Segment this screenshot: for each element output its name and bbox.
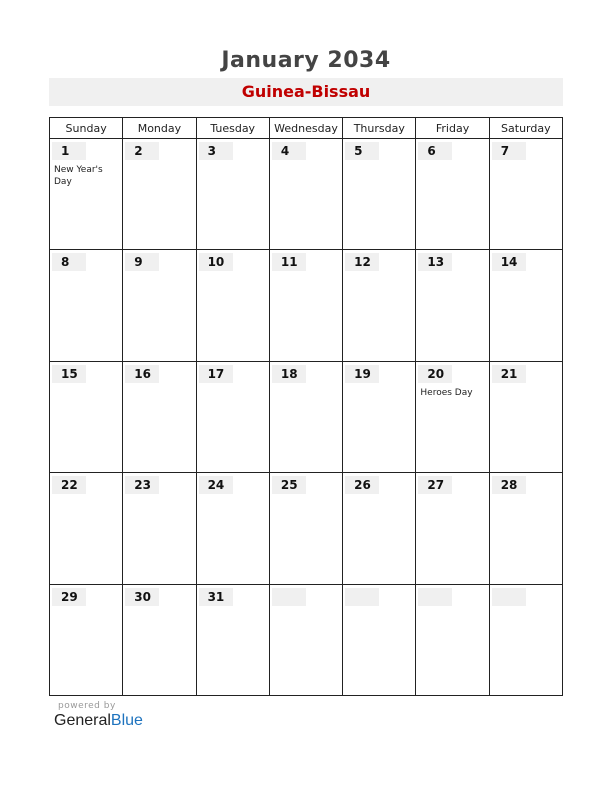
day-number: 21	[492, 365, 526, 383]
day-number: 25	[272, 476, 306, 494]
day-number: 23	[125, 476, 159, 494]
weekday-monday: Monday	[123, 118, 196, 139]
day-cell[interactable]	[489, 473, 562, 584]
day-cell[interactable]	[489, 361, 562, 472]
brand-general: General	[54, 712, 111, 729]
generalblue-logo[interactable]	[54, 712, 143, 730]
day-cell[interactable]	[343, 361, 416, 472]
day-number: 30	[125, 588, 159, 606]
day-cell[interactable]	[196, 250, 269, 361]
day-number: 14	[492, 253, 526, 271]
day-number: 27	[418, 476, 452, 494]
day-number: 13	[418, 253, 452, 271]
day-number: 9	[125, 253, 159, 271]
day-number: 22	[52, 476, 86, 494]
brand-blue: Blue	[110, 712, 143, 729]
day-cell[interactable]	[50, 139, 123, 250]
day-cell[interactable]	[489, 584, 562, 695]
day-number: 16	[125, 365, 159, 383]
day-number: 24	[199, 476, 233, 494]
weekday-tuesday: Tuesday	[196, 118, 269, 139]
week-row	[50, 584, 563, 695]
day-cell[interactable]	[123, 361, 196, 472]
holiday-label: New Year's Day	[54, 165, 103, 187]
day-number: 4	[272, 142, 306, 160]
calendar-grid	[49, 117, 563, 696]
day-cell[interactable]	[269, 361, 342, 472]
day-cell[interactable]	[50, 361, 123, 472]
day-number: 3	[199, 142, 233, 160]
day-number	[272, 588, 306, 606]
page-title: January 2034	[221, 48, 391, 73]
day-cell[interactable]	[489, 139, 562, 250]
day-number: 6	[418, 142, 452, 160]
day-cell[interactable]	[123, 473, 196, 584]
day-cell[interactable]	[196, 361, 269, 472]
day-number: 26	[345, 476, 379, 494]
day-number: 31	[199, 588, 233, 606]
country-name: Guinea-Bissau	[241, 82, 371, 101]
week-row	[50, 473, 563, 584]
day-cell[interactable]	[489, 250, 562, 361]
day-cell[interactable]	[416, 250, 489, 361]
day-cell[interactable]	[123, 250, 196, 361]
day-cell[interactable]	[416, 361, 489, 472]
day-number: 7	[492, 142, 526, 160]
day-cell[interactable]	[196, 584, 269, 695]
day-cell[interactable]	[343, 139, 416, 250]
day-cell[interactable]	[343, 584, 416, 695]
day-cell[interactable]	[123, 584, 196, 695]
week-row	[50, 139, 563, 250]
day-number: 17	[199, 365, 233, 383]
day-cell[interactable]	[416, 139, 489, 250]
day-cell[interactable]	[269, 139, 342, 250]
weekday-saturday: Saturday	[489, 118, 562, 139]
country-banner	[49, 78, 563, 106]
day-number	[418, 588, 452, 606]
day-cell[interactable]	[50, 473, 123, 584]
day-cell[interactable]	[123, 139, 196, 250]
day-cell[interactable]	[343, 473, 416, 584]
day-number: 1	[52, 142, 86, 160]
day-cell[interactable]	[50, 584, 123, 695]
day-cell[interactable]	[269, 250, 342, 361]
day-number: 15	[52, 365, 86, 383]
day-number: 19	[345, 365, 379, 383]
day-number: 28	[492, 476, 526, 494]
week-row	[50, 250, 563, 361]
day-number: 12	[345, 253, 379, 271]
day-number: 18	[272, 365, 306, 383]
day-number: 20	[418, 365, 452, 383]
day-number: 10	[199, 253, 233, 271]
day-cell[interactable]	[343, 250, 416, 361]
day-number: 2	[125, 142, 159, 160]
week-row	[50, 361, 563, 472]
powered-by-text: powered by	[58, 701, 116, 711]
weekday-thursday: Thursday	[343, 118, 416, 139]
weekday-sunday: Sunday	[50, 118, 123, 139]
day-cell[interactable]	[196, 473, 269, 584]
weekday-header-row	[50, 118, 563, 139]
day-number: 5	[345, 142, 379, 160]
day-cell[interactable]	[416, 584, 489, 695]
holiday-label: Heroes Day	[420, 387, 473, 398]
weekday-friday: Friday	[416, 118, 489, 139]
day-cell[interactable]	[269, 473, 342, 584]
day-number: 11	[272, 253, 306, 271]
day-cell[interactable]	[416, 473, 489, 584]
day-number	[492, 588, 526, 606]
day-cell[interactable]	[269, 584, 342, 695]
day-cell[interactable]	[196, 139, 269, 250]
weekday-wednesday: Wednesday	[269, 118, 342, 139]
day-number: 8	[52, 253, 86, 271]
day-number	[345, 588, 379, 606]
day-number: 29	[52, 588, 86, 606]
day-cell[interactable]	[50, 250, 123, 361]
